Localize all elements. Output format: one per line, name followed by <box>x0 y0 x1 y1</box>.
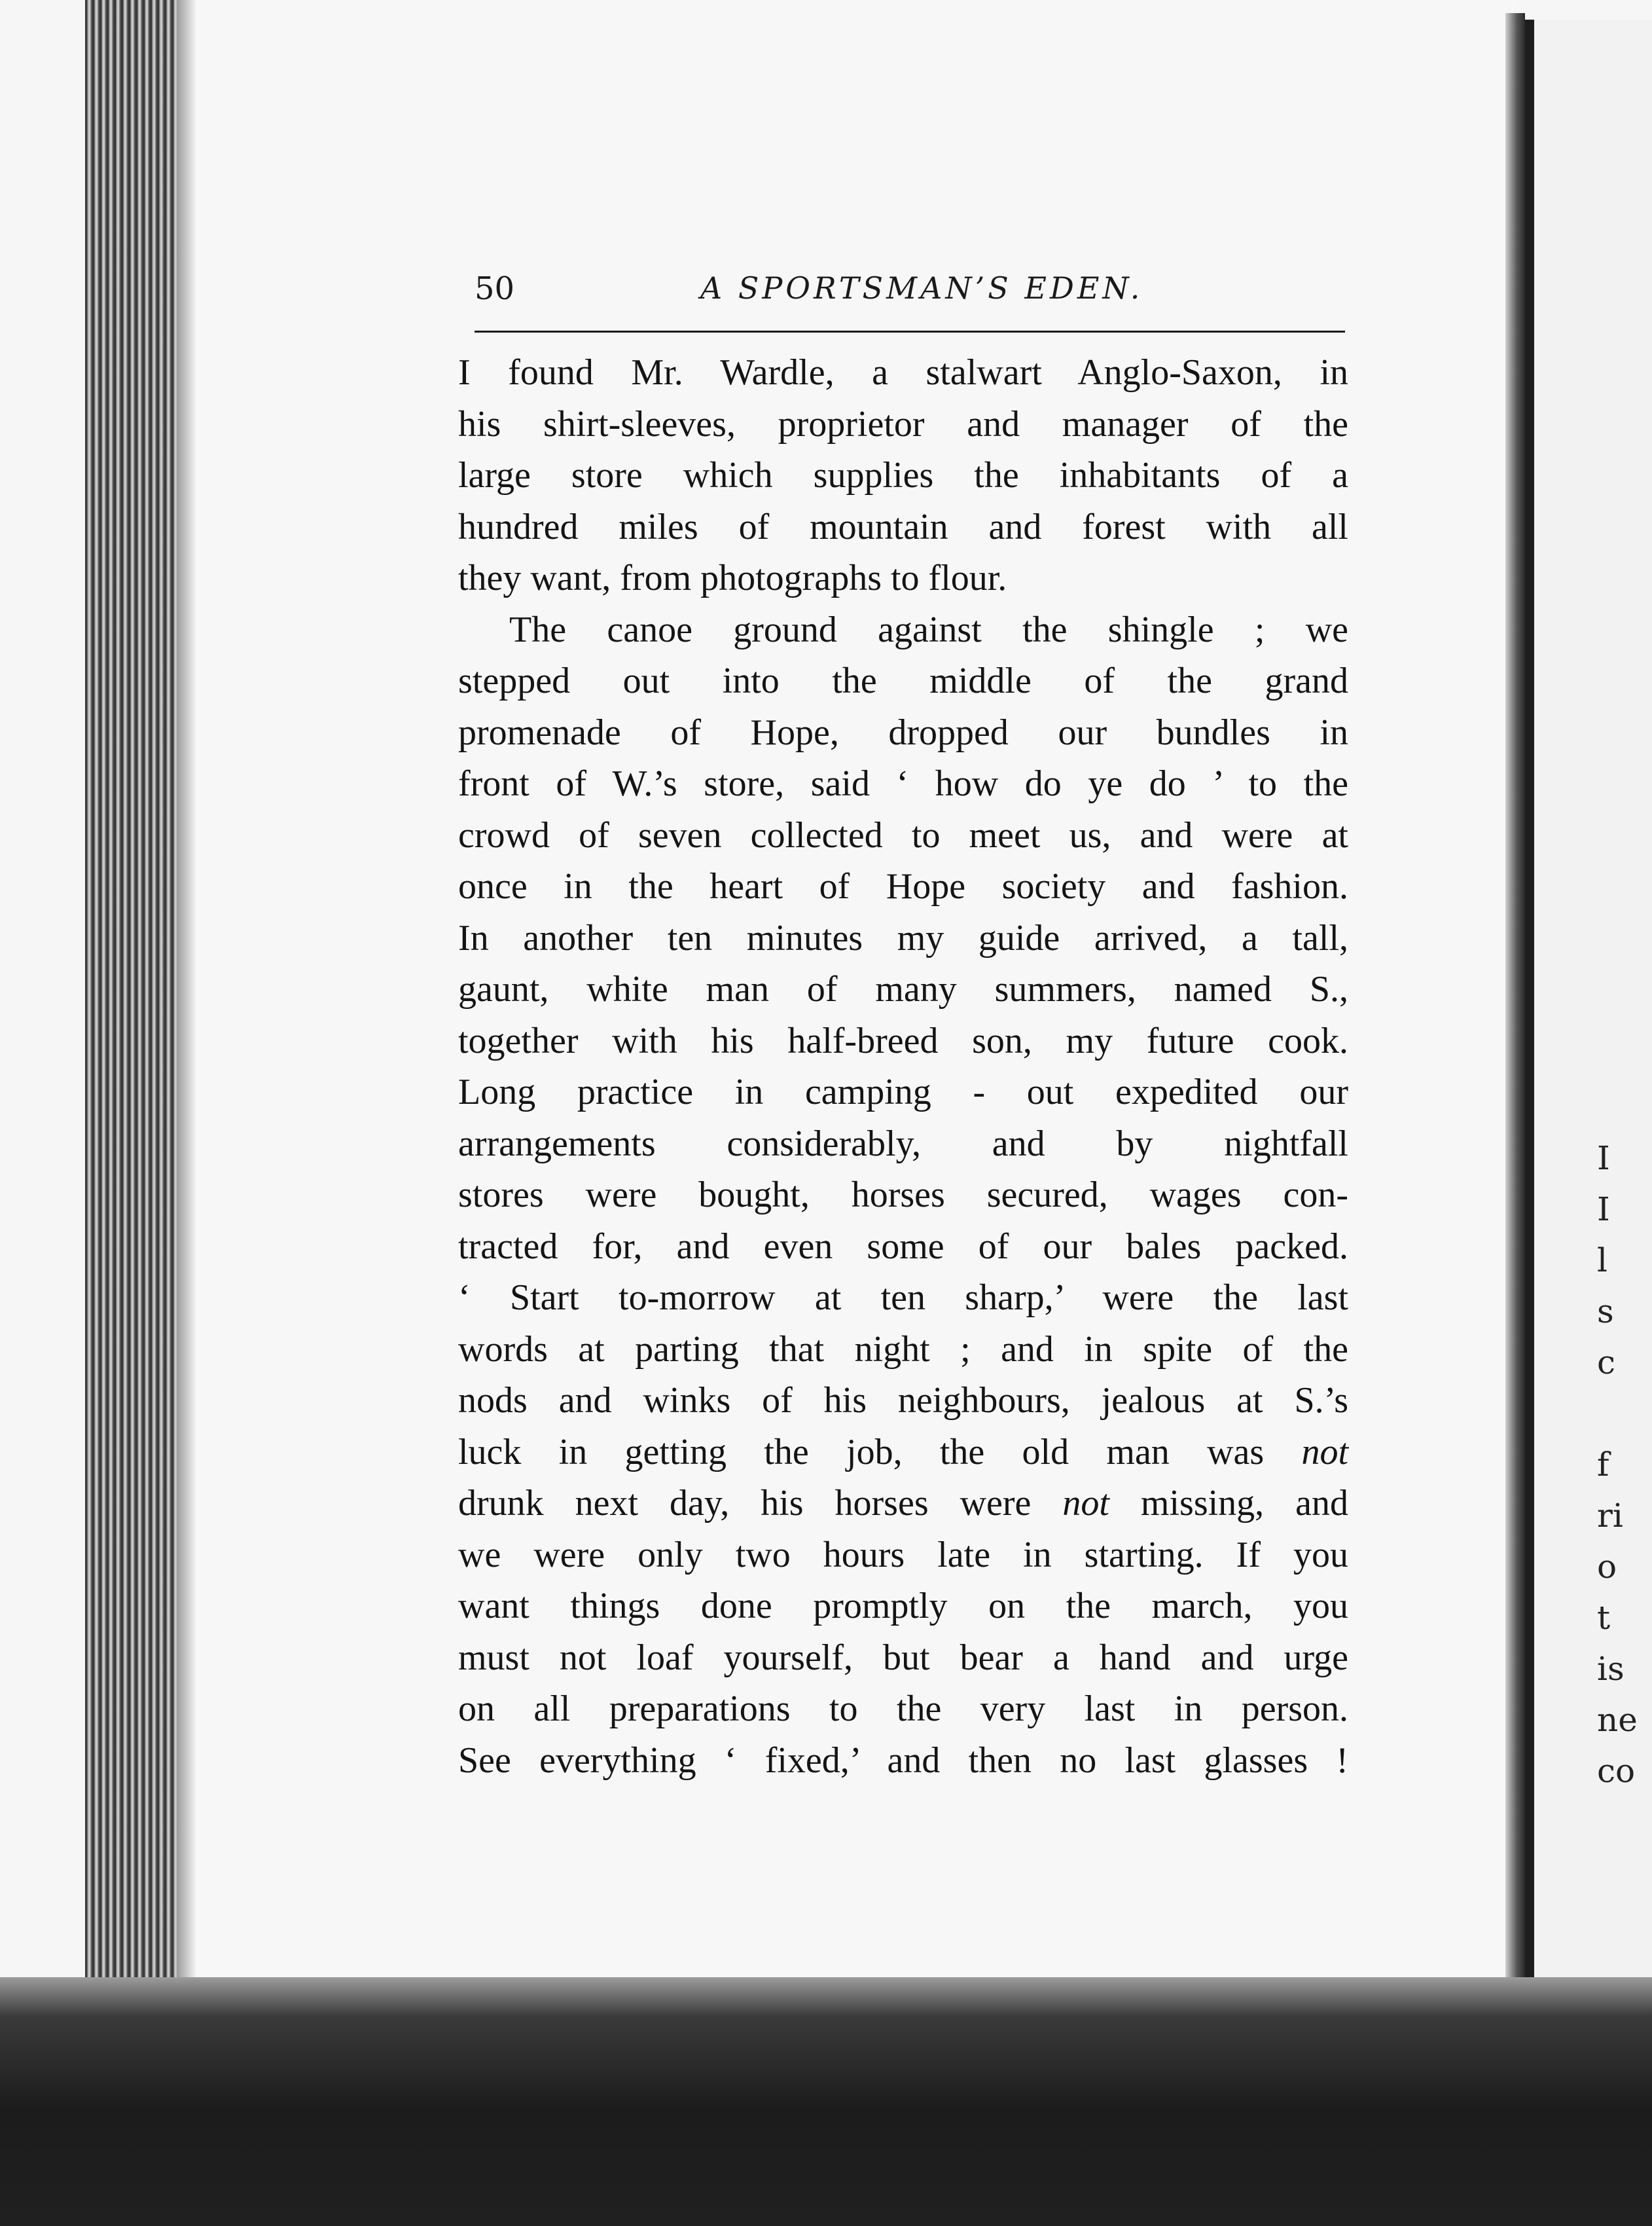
facing-fragment: I <box>1597 1190 1610 1228</box>
text-line: front of W.’s store, said ‘ how do ye do ’ to the <box>458 763 1348 804</box>
italic-emphasis: not <box>1062 1483 1109 1524</box>
italic-emphasis: not <box>1301 1431 1349 1472</box>
text-line: I found Mr. Wardle, a stalwart Anglo-Saxon, in <box>458 352 1348 393</box>
text-line: tracted for, and even some of our bales packed. <box>458 1226 1348 1267</box>
text-segment: missing, and <box>1140 1483 1349 1524</box>
text-line: Long practice in camping - out expedited our <box>458 1072 1348 1112</box>
text-line: words at parting that night ; and in spite of the <box>458 1328 1348 1370</box>
text-line: must not loaf yourself, but bear a hand and urge <box>458 1637 1348 1678</box>
text-line: his shirt-sleeves, proprietor and manager of the <box>458 403 1348 445</box>
facing-fragment: ne <box>1597 1701 1638 1739</box>
text-line: on all preparations to the very last in person. <box>458 1688 1348 1729</box>
text-line <box>458 1478 1348 1529</box>
facing-fragment: co <box>1597 1752 1636 1790</box>
text-line: want things done promptly on the march, you <box>458 1586 1348 1626</box>
facing-fragment: c <box>1597 1343 1616 1381</box>
facing-page-edge <box>1525 20 1534 1977</box>
text-line: promenade of Hope, dropped our bundles in <box>458 712 1348 753</box>
page-number: 50 <box>475 270 515 307</box>
facing-fragment: f <box>1597 1446 1609 1484</box>
text-line: The canoe ground against the shingle ; we <box>509 609 1348 650</box>
text-line: stores were bought, horses secured, wages con- <box>458 1175 1348 1215</box>
text-line: large store which supplies the inhabitants of a <box>458 455 1348 496</box>
text-segment: drunk next day, his horses were <box>458 1483 1032 1524</box>
body-text <box>458 347 1348 1786</box>
facing-fragment: I <box>1597 1139 1610 1177</box>
text-line: gaunt, white man of many summers, named S., <box>458 969 1348 1010</box>
text-line: See everything ‘ fixed,’ and then no last glasses ! <box>458 1740 1348 1781</box>
text-line: stepped out into the middle of the grand <box>458 661 1348 701</box>
facing-fragment: s <box>1597 1292 1614 1330</box>
text-line: hundred miles of mountain and forest with all <box>458 506 1348 547</box>
facing-fragment <box>1597 1388 1652 1439</box>
running-title: A SPORTSMAN’S EDEN. <box>700 270 1143 306</box>
bottom-shadow <box>0 1977 1652 2226</box>
header-rule <box>475 331 1345 333</box>
book-page-edges <box>85 0 183 2226</box>
facing-fragment: is <box>1597 1650 1625 1688</box>
text-line <box>458 1427 1348 1478</box>
text-segment: luck in getting the job, the old man was <box>458 1431 1265 1472</box>
text-line: crowd of seven collected to meet us, and were at <box>458 814 1348 856</box>
facing-fragment: o <box>1597 1548 1617 1586</box>
text-line: they want, from photographs to flour. <box>458 558 1007 598</box>
facing-fragment: ri <box>1597 1497 1623 1535</box>
text-line: together with his half-breed son, my future cook. <box>458 1020 1348 1061</box>
text-line: nods and winks of his neighbours, jealous at S.’s <box>458 1380 1348 1421</box>
binding-fold <box>1505 13 1525 1977</box>
text-line: In another ten minutes my guide arrived, a tall, <box>458 917 1348 958</box>
facing-fragment: t <box>1597 1599 1611 1637</box>
text-line: ‘ Start to-morrow at ten sharp,’ were the last <box>458 1277 1348 1318</box>
text-line: we were only two hours late in starting. If you <box>458 1534 1348 1575</box>
facing-fragment: l <box>1597 1241 1607 1279</box>
facing-page-text <box>1597 1133 1652 1797</box>
running-head <box>475 265 1345 318</box>
text-line: arrangements considerably, and by nightfall <box>458 1123 1348 1164</box>
gutter-shadow <box>177 0 196 2226</box>
text-line: once in the heart of Hope society and fashion. <box>458 866 1348 907</box>
